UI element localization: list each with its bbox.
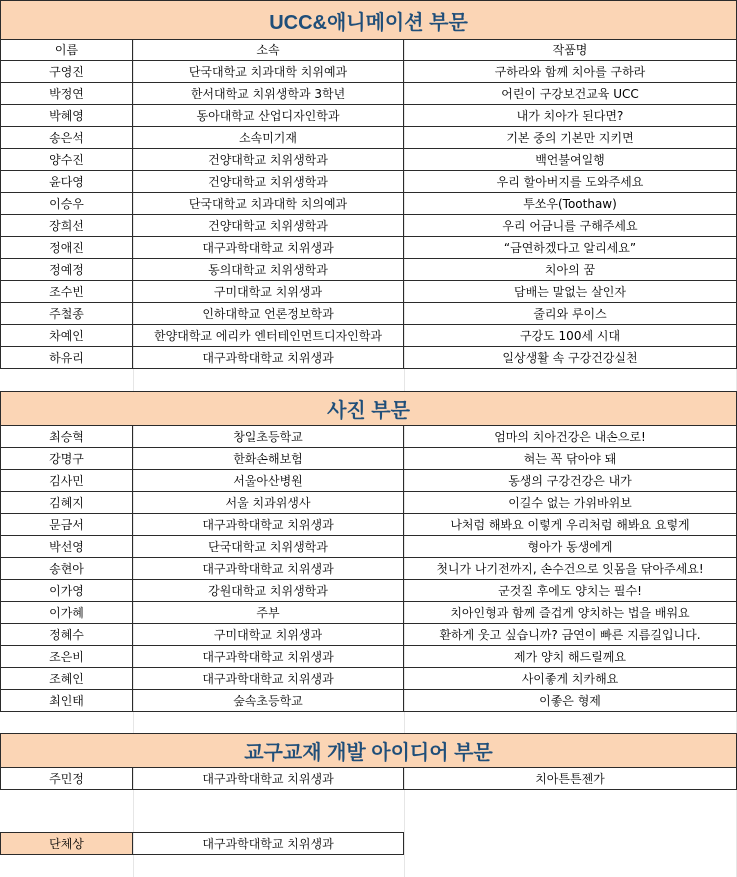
entrant-affiliation: 대구과학대학교 치위생과 <box>133 513 404 536</box>
entry-title: 환하게 웃고 싶습니까? 금연이 빠른 지름길입니다. <box>404 623 737 646</box>
table-row <box>0 601 737 624</box>
table-row <box>0 491 737 514</box>
entry-title: 제가 양치 해드릴께요 <box>404 645 737 668</box>
section-title-photo: 사진 부문 <box>0 391 737 426</box>
group-award-row <box>0 832 404 855</box>
entry-title: 사이좋게 치카해요 <box>404 667 737 690</box>
table-row <box>0 236 737 259</box>
entrant-affiliation: 구미대학교 치위생과 <box>133 623 404 646</box>
entry-title: 혀는 꼭 닦아야 돼 <box>404 447 737 470</box>
entry-title: 구하라와 함께 치아를 구하라 <box>404 60 737 83</box>
entrant-affiliation: 건양대학교 치위생학과 <box>133 170 404 193</box>
header-affiliation: 소속 <box>133 39 404 61</box>
entrant-name: 정애진 <box>0 236 133 259</box>
table-row <box>0 280 737 303</box>
entrant-name: 박선영 <box>0 535 133 558</box>
header-name: 이름 <box>0 39 133 61</box>
entrant-affiliation: 창일초등학교 <box>133 425 404 448</box>
table-row <box>0 667 737 690</box>
table-row <box>0 579 737 602</box>
header-title: 작품명 <box>404 39 737 61</box>
entrant-name: 이가영 <box>0 579 133 602</box>
entry-title: “금연하겠다고 알리세요” <box>404 236 737 259</box>
entrant-affiliation: 한양대학교 에리카 엔터테인먼트디자인학과 <box>133 324 404 347</box>
table-row <box>0 623 737 646</box>
entry-title: 치아의 꿈 <box>404 258 737 281</box>
entry-title: 치아튼튼젠가 <box>404 767 737 790</box>
entrant-affiliation: 인하대학교 언론정보학과 <box>133 302 404 325</box>
entrant-affiliation: 서울아산병원 <box>133 469 404 492</box>
table-row <box>0 148 737 171</box>
entrant-name: 이가혜 <box>0 601 133 624</box>
entry-title: 우리 어금니를 구해주세요 <box>404 214 737 237</box>
table-row <box>0 535 737 558</box>
entrant-affiliation: 단국대학교 치과대학 치위예과 <box>133 60 404 83</box>
table-header-row <box>0 39 737 61</box>
entrant-affiliation: 강원대학교 치위생학과 <box>133 579 404 602</box>
entry-title: 이길수 없는 가위바위보 <box>404 491 737 514</box>
entry-title: 형아가 동생에게 <box>404 535 737 558</box>
entry-title: 백언불여일행 <box>404 148 737 171</box>
entrant-name: 김사민 <box>0 469 133 492</box>
entrant-affiliation: 한화손해보험 <box>133 447 404 470</box>
table-row <box>0 126 737 149</box>
table-row <box>0 302 737 325</box>
entry-title: 엄마의 치아건강은 내손으로! <box>404 425 737 448</box>
table-row <box>0 346 737 369</box>
table-row <box>0 214 737 237</box>
table-row <box>0 425 737 448</box>
table-row <box>0 689 737 712</box>
entrant-affiliation: 동의대학교 치위생학과 <box>133 258 404 281</box>
entry-title: 나처럼 해봐요 이렇게 우리처럼 해봐요 요렇게 <box>404 513 737 536</box>
table-row <box>0 513 737 536</box>
entry-title: 기본 중의 기본만 지키면 <box>404 126 737 149</box>
entrant-name: 이승우 <box>0 192 133 215</box>
entrant-affiliation: 주부 <box>133 601 404 624</box>
table-row <box>0 258 737 281</box>
entrant-affiliation: 한서대학교 치위생학과 3학년 <box>133 82 404 105</box>
table-row <box>0 104 737 127</box>
entry-title: 동생의 구강건강은 내가 <box>404 469 737 492</box>
entrant-name: 최승혁 <box>0 425 133 448</box>
entrant-affiliation: 단국대학교 치위생학과 <box>133 535 404 558</box>
entrant-name: 장희선 <box>0 214 133 237</box>
entrant-affiliation: 대구과학대학교 치위생과 <box>133 236 404 259</box>
entrant-affiliation: 숲속초등학교 <box>133 689 404 712</box>
group-award-affiliation: 대구과학대학교 치위생과 <box>133 832 404 855</box>
entrant-affiliation: 구미대학교 치위생과 <box>133 280 404 303</box>
entrant-affiliation: 건양대학교 치위생학과 <box>133 148 404 171</box>
entrant-name: 정혜수 <box>0 623 133 646</box>
entrant-name: 양수진 <box>0 148 133 171</box>
entry-title: 어린이 구강보건교육 UCC <box>404 82 737 105</box>
entrant-affiliation: 동아대학교 산업디자인학과 <box>133 104 404 127</box>
entrant-affiliation: 대구과학대학교 치위생과 <box>133 346 404 369</box>
entrant-affiliation: 단국대학교 치과대학 치의예과 <box>133 192 404 215</box>
entrant-name: 강명구 <box>0 447 133 470</box>
table-row <box>0 324 737 347</box>
table-row <box>0 767 737 790</box>
entrant-affiliation: 대구과학대학교 치위생과 <box>133 667 404 690</box>
table-row <box>0 557 737 580</box>
entrant-name: 최인태 <box>0 689 133 712</box>
entrant-name: 조수빈 <box>0 280 133 303</box>
entry-title: 치아인형과 함께 즐겁게 양치하는 법을 배워요 <box>404 601 737 624</box>
entrant-affiliation: 대구과학대학교 치위생과 <box>133 645 404 668</box>
entry-title: 투쏘우(Toothaw) <box>404 192 737 215</box>
entry-title: 이좋은 형제 <box>404 689 737 712</box>
entry-title: 담배는 말없는 살인자 <box>404 280 737 303</box>
entry-title: 구강도 100세 시대 <box>404 324 737 347</box>
entrant-name: 차예인 <box>0 324 133 347</box>
table-row <box>0 170 737 193</box>
entry-title: 군것질 후에도 양치는 필수! <box>404 579 737 602</box>
entrant-affiliation: 건양대학교 치위생학과 <box>133 214 404 237</box>
entrant-affiliation: 서울 치과위생사 <box>133 491 404 514</box>
entry-title: 내가 치아가 된다면? <box>404 104 737 127</box>
entrant-name: 조은비 <box>0 645 133 668</box>
table-row <box>0 60 737 83</box>
entrant-name: 송은석 <box>0 126 133 149</box>
table-row <box>0 447 737 470</box>
entrant-name: 주철종 <box>0 302 133 325</box>
entrant-name: 송현아 <box>0 557 133 580</box>
entrant-name: 김혜지 <box>0 491 133 514</box>
entrant-affiliation: 대구과학대학교 치위생과 <box>133 767 404 790</box>
group-award-label: 단체상 <box>0 832 133 855</box>
entrant-name: 조혜인 <box>0 667 133 690</box>
entrant-name: 박혜영 <box>0 104 133 127</box>
entrant-name: 하유리 <box>0 346 133 369</box>
entry-title: 첫니가 나기전까지, 손수건으로 잇몸을 닦아주세요! <box>404 557 737 580</box>
section-title-tool: 교구교재 개발 아이디어 부문 <box>0 733 737 768</box>
table-row <box>0 469 737 492</box>
entrant-name: 정예정 <box>0 258 133 281</box>
entrant-name: 윤다영 <box>0 170 133 193</box>
table-row <box>0 82 737 105</box>
entrant-name: 구영진 <box>0 60 133 83</box>
table-row <box>0 192 737 215</box>
entrant-name: 주민정 <box>0 767 133 790</box>
entrant-name: 문금서 <box>0 513 133 536</box>
entrant-affiliation: 대구과학대학교 치위생과 <box>133 557 404 580</box>
entry-title: 일상생활 속 구강건강실천 <box>404 346 737 369</box>
entry-title: 우리 할아버지를 도와주세요 <box>404 170 737 193</box>
entry-title: 줄리와 루이스 <box>404 302 737 325</box>
entrant-affiliation: 소속미기재 <box>133 126 404 149</box>
entrant-name: 박정연 <box>0 82 133 105</box>
table-row <box>0 645 737 668</box>
section-title-ucc: UCC&애니메이션 부문 <box>0 0 737 40</box>
